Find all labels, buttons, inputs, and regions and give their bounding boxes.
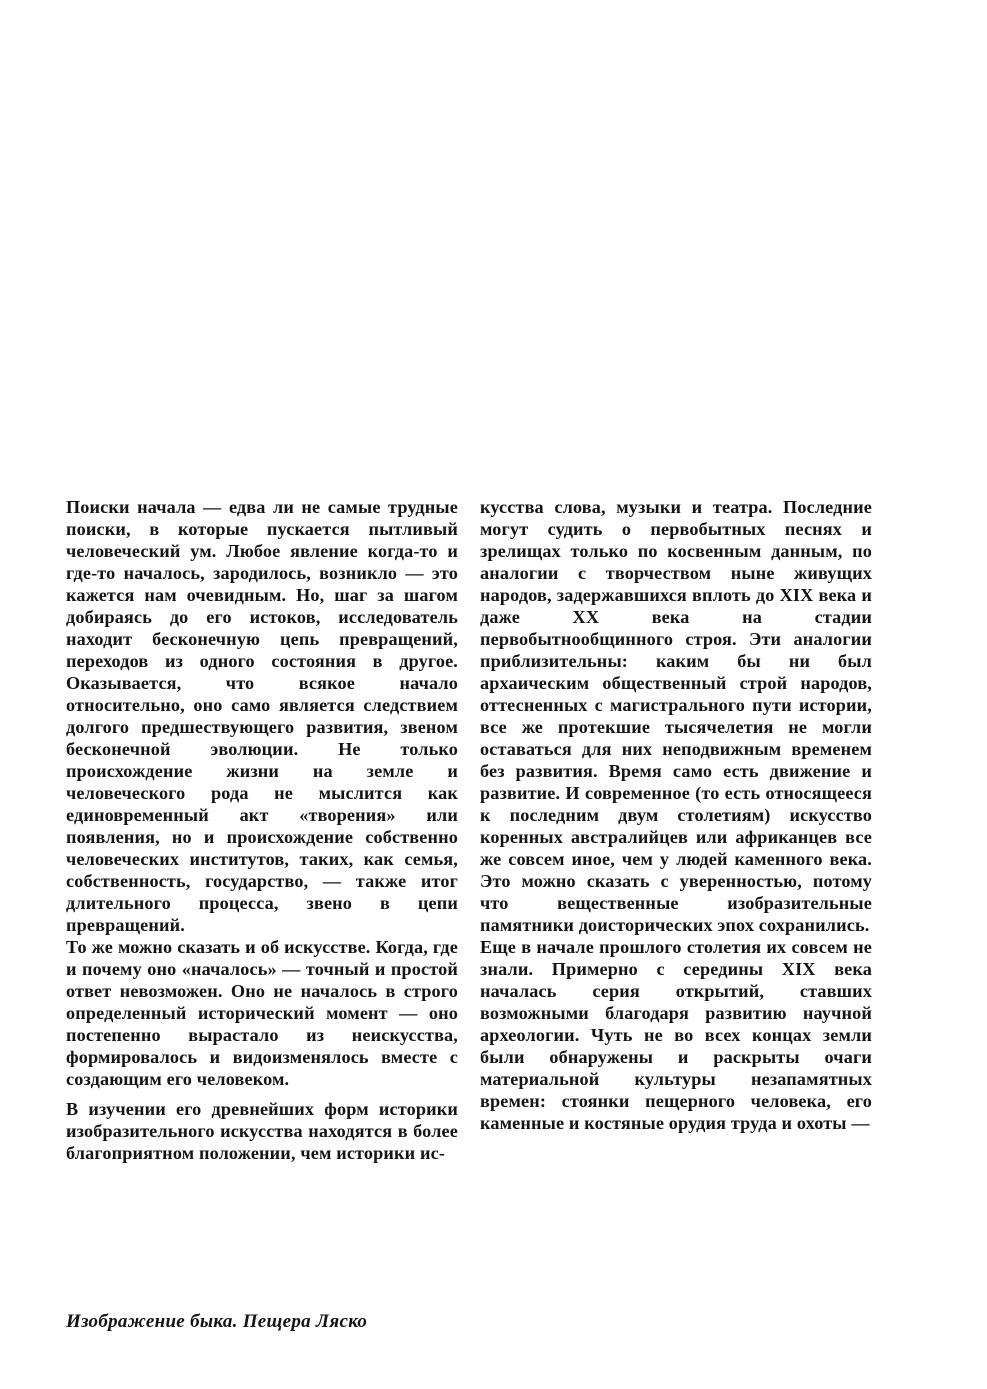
figure-caption: Изображение быка. Пещера Ляско — [66, 1311, 368, 1332]
text-column-right — [480, 496, 872, 1134]
paragraph: Еще в начале прошлого столетия их совсем не знали. Примерно с середины XIX века началась серия открытий, ставших возможными благодаря развитию научной археологии. Чуть не во всех концах земли были обнаружены и раскрыты очаги материальной культуры незапамятных времен: стоянки пещерного человека, его каменные и костяные орудия труда и охоты — — [480, 937, 872, 1133]
text-column-left — [66, 496, 458, 1164]
paragraph: Поиски начала — едва ли не самые трудные поиски, в которые пускается пытливый человеческий ум. Любое явление когда-то и где-то началось, зародилось, возникло — это кажется нам очевидным. Но, шаг за шагом добираясь до его истоков, исследователь находит бесконечную цепь превращений, переходов из одного состояния в другое. Оказывается, что всякое начало относительно, оно само является следствием долгого предшествующего развития, звеном бесконечной эволюции. Не только происхождение жизни на земле и человеческого рода не мыслится как единовременный акт «творения» или появления, но и происхождение собственно человеческих институтов, таких, как семья, собственность, государство, — также итог длительного процесса, звено в цепи превращений. — [66, 497, 458, 935]
paragraph: То же можно сказать и об искусстве. Когда, где и почему оно «началось» — точный и простой ответ невозможен. Оно не началось в строго определенный исторический момент — оно постепенно вырастало из неискусства, формировалось и видоизменялось вместе с создающим его человеком. — [66, 937, 458, 1089]
paragraph: В изучении его древнейших форм историки изобразительного искусства находятся в более благоприятном положении, чем историки ис- — [66, 1099, 458, 1163]
paragraph: кусства слова, музыки и театра. Последние могут судить о первобытных песнях и зрелищах только по косвенным данным, по аналогии с творчеством ныне живущих народов, задержавшихся вплоть до XIX века и даже XX века на стадии первобытнообщинного строя. Эти аналогии приблизительны: каким бы ни был архаическим общественный строй народов, оттесненных с магистрального пути истории, все же протекшие тысячелетия не могли оставаться для них неподвижным временем без развития. Время само есть движение и развитие. И современное (то есть относящееся к последним двум столетиям) искусство коренных австралийцев или африканцев все же совсем иное, чем у людей каменного века. Это можно сказать с уверенностью, потому что вещественные изобразительные памятники доисторических эпох сохранились. — [480, 497, 872, 935]
